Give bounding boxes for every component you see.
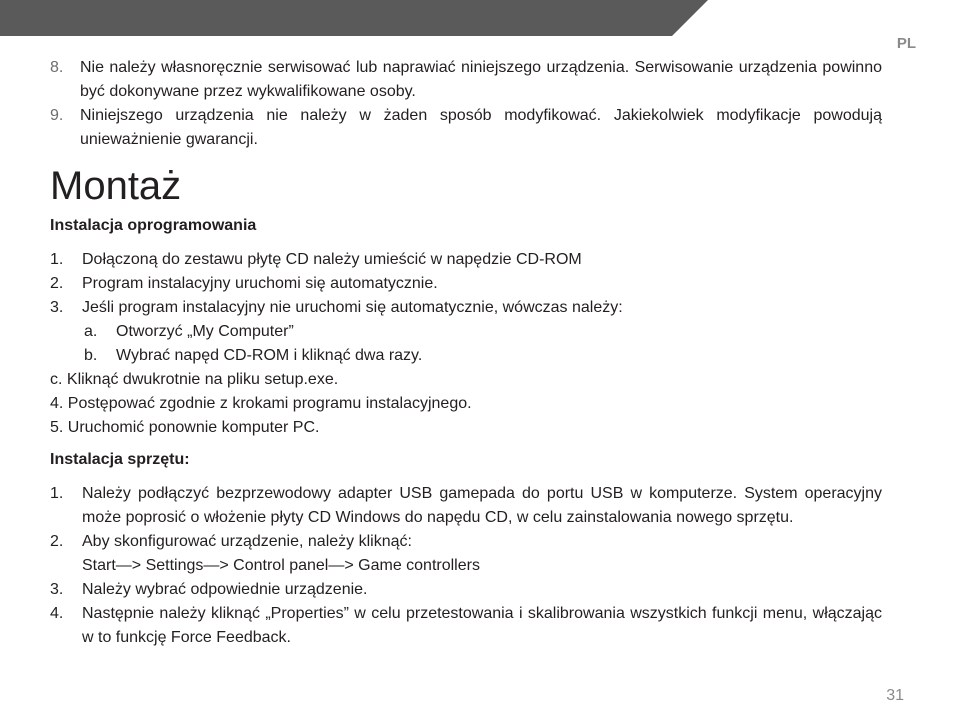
list-text: Jeśli program instalacyjny nie uruchomi się automatycznie, wówczas należy: xyxy=(82,299,623,316)
sub-list-letter: a. xyxy=(84,323,98,340)
page-number: 31 xyxy=(886,687,904,704)
list-text: Należy podłączyć bezprzewodowy adapter USB gamepada do portu USB w komputerze. System operacyjny może poprosić o włożenie płyty CD Windows do napędu CD, w celu zainstalowania nowego sprzętu. xyxy=(82,485,882,526)
list-text: Należy wybrać odpowiednie urządzenie. xyxy=(82,581,368,598)
list-text: Następnie należy kliknąć „Properties” w celu przetestowania i skalibrowania wszystkich funkcji menu, włączając w to funkcję Force Feedback. xyxy=(82,605,882,646)
sub-list-letter: b. xyxy=(84,347,98,364)
sub-list-item xyxy=(50,320,882,344)
plain-step-line: 5. Uruchomić ponownie komputer PC. xyxy=(50,419,320,436)
list-number: 1. xyxy=(50,251,64,268)
list-text: Nie należy własnoręcznie serwisować lub naprawiać niniejszego urządzenia. Serwisowanie urządzenia powinno być dokonywane przez wykwalifikowane osoby. xyxy=(80,59,882,100)
list-text: Program instalacyjny uruchomi się automatycznie. xyxy=(82,275,438,292)
list-item xyxy=(50,602,882,650)
list-item xyxy=(50,272,882,296)
language-label: PL xyxy=(896,35,916,52)
list-number: 3. xyxy=(50,581,64,598)
sub-list-text: Wybrać napęd CD-ROM i kliknąć dwa razy. xyxy=(116,347,423,364)
header-band xyxy=(0,0,954,36)
plain-step-line: c. Kliknąć dwukrotnie na pliku setup.exe. xyxy=(50,371,339,388)
hardware-heading: Instalacja sprzętu: xyxy=(50,451,190,468)
sub-list-text: Otworzyć „My Computer” xyxy=(116,323,294,340)
plain-step-line: 4. Postępować zgodnie z krokami programu instalacyjnego. xyxy=(50,395,472,412)
list-item xyxy=(50,296,882,320)
list-item xyxy=(50,104,882,152)
list-item xyxy=(50,578,882,602)
list-item xyxy=(50,530,882,578)
list-text: Aby skonfigurować urządzenie, należy kliknąć: xyxy=(82,533,412,550)
page-title: Montaż xyxy=(50,164,182,208)
software-heading: Instalacja oprogramowania xyxy=(50,217,257,234)
sub-list-item xyxy=(50,344,882,368)
menu-path-text: Start—> Settings—> Control panel—> Game controllers xyxy=(82,557,480,574)
page-content xyxy=(50,56,882,650)
list-number: 4. xyxy=(50,605,64,622)
list-number: 8. xyxy=(50,59,64,76)
list-item xyxy=(50,56,882,104)
list-item xyxy=(50,482,882,530)
list-item xyxy=(50,248,882,272)
list-number: 2. xyxy=(50,275,64,292)
list-number: 2. xyxy=(50,533,64,550)
list-text: Niniejszego urządzenia nie należy w żaden sposób modyfikować. Jakiekolwiek modyfikacje powodują unieważnienie gwarancji. xyxy=(80,107,882,148)
list-number: 3. xyxy=(50,299,64,316)
list-text: Dołączoną do zestawu płytę CD należy umieścić w napędzie CD-ROM xyxy=(82,251,582,268)
list-number: 1. xyxy=(50,485,64,502)
list-number: 9. xyxy=(50,107,64,124)
